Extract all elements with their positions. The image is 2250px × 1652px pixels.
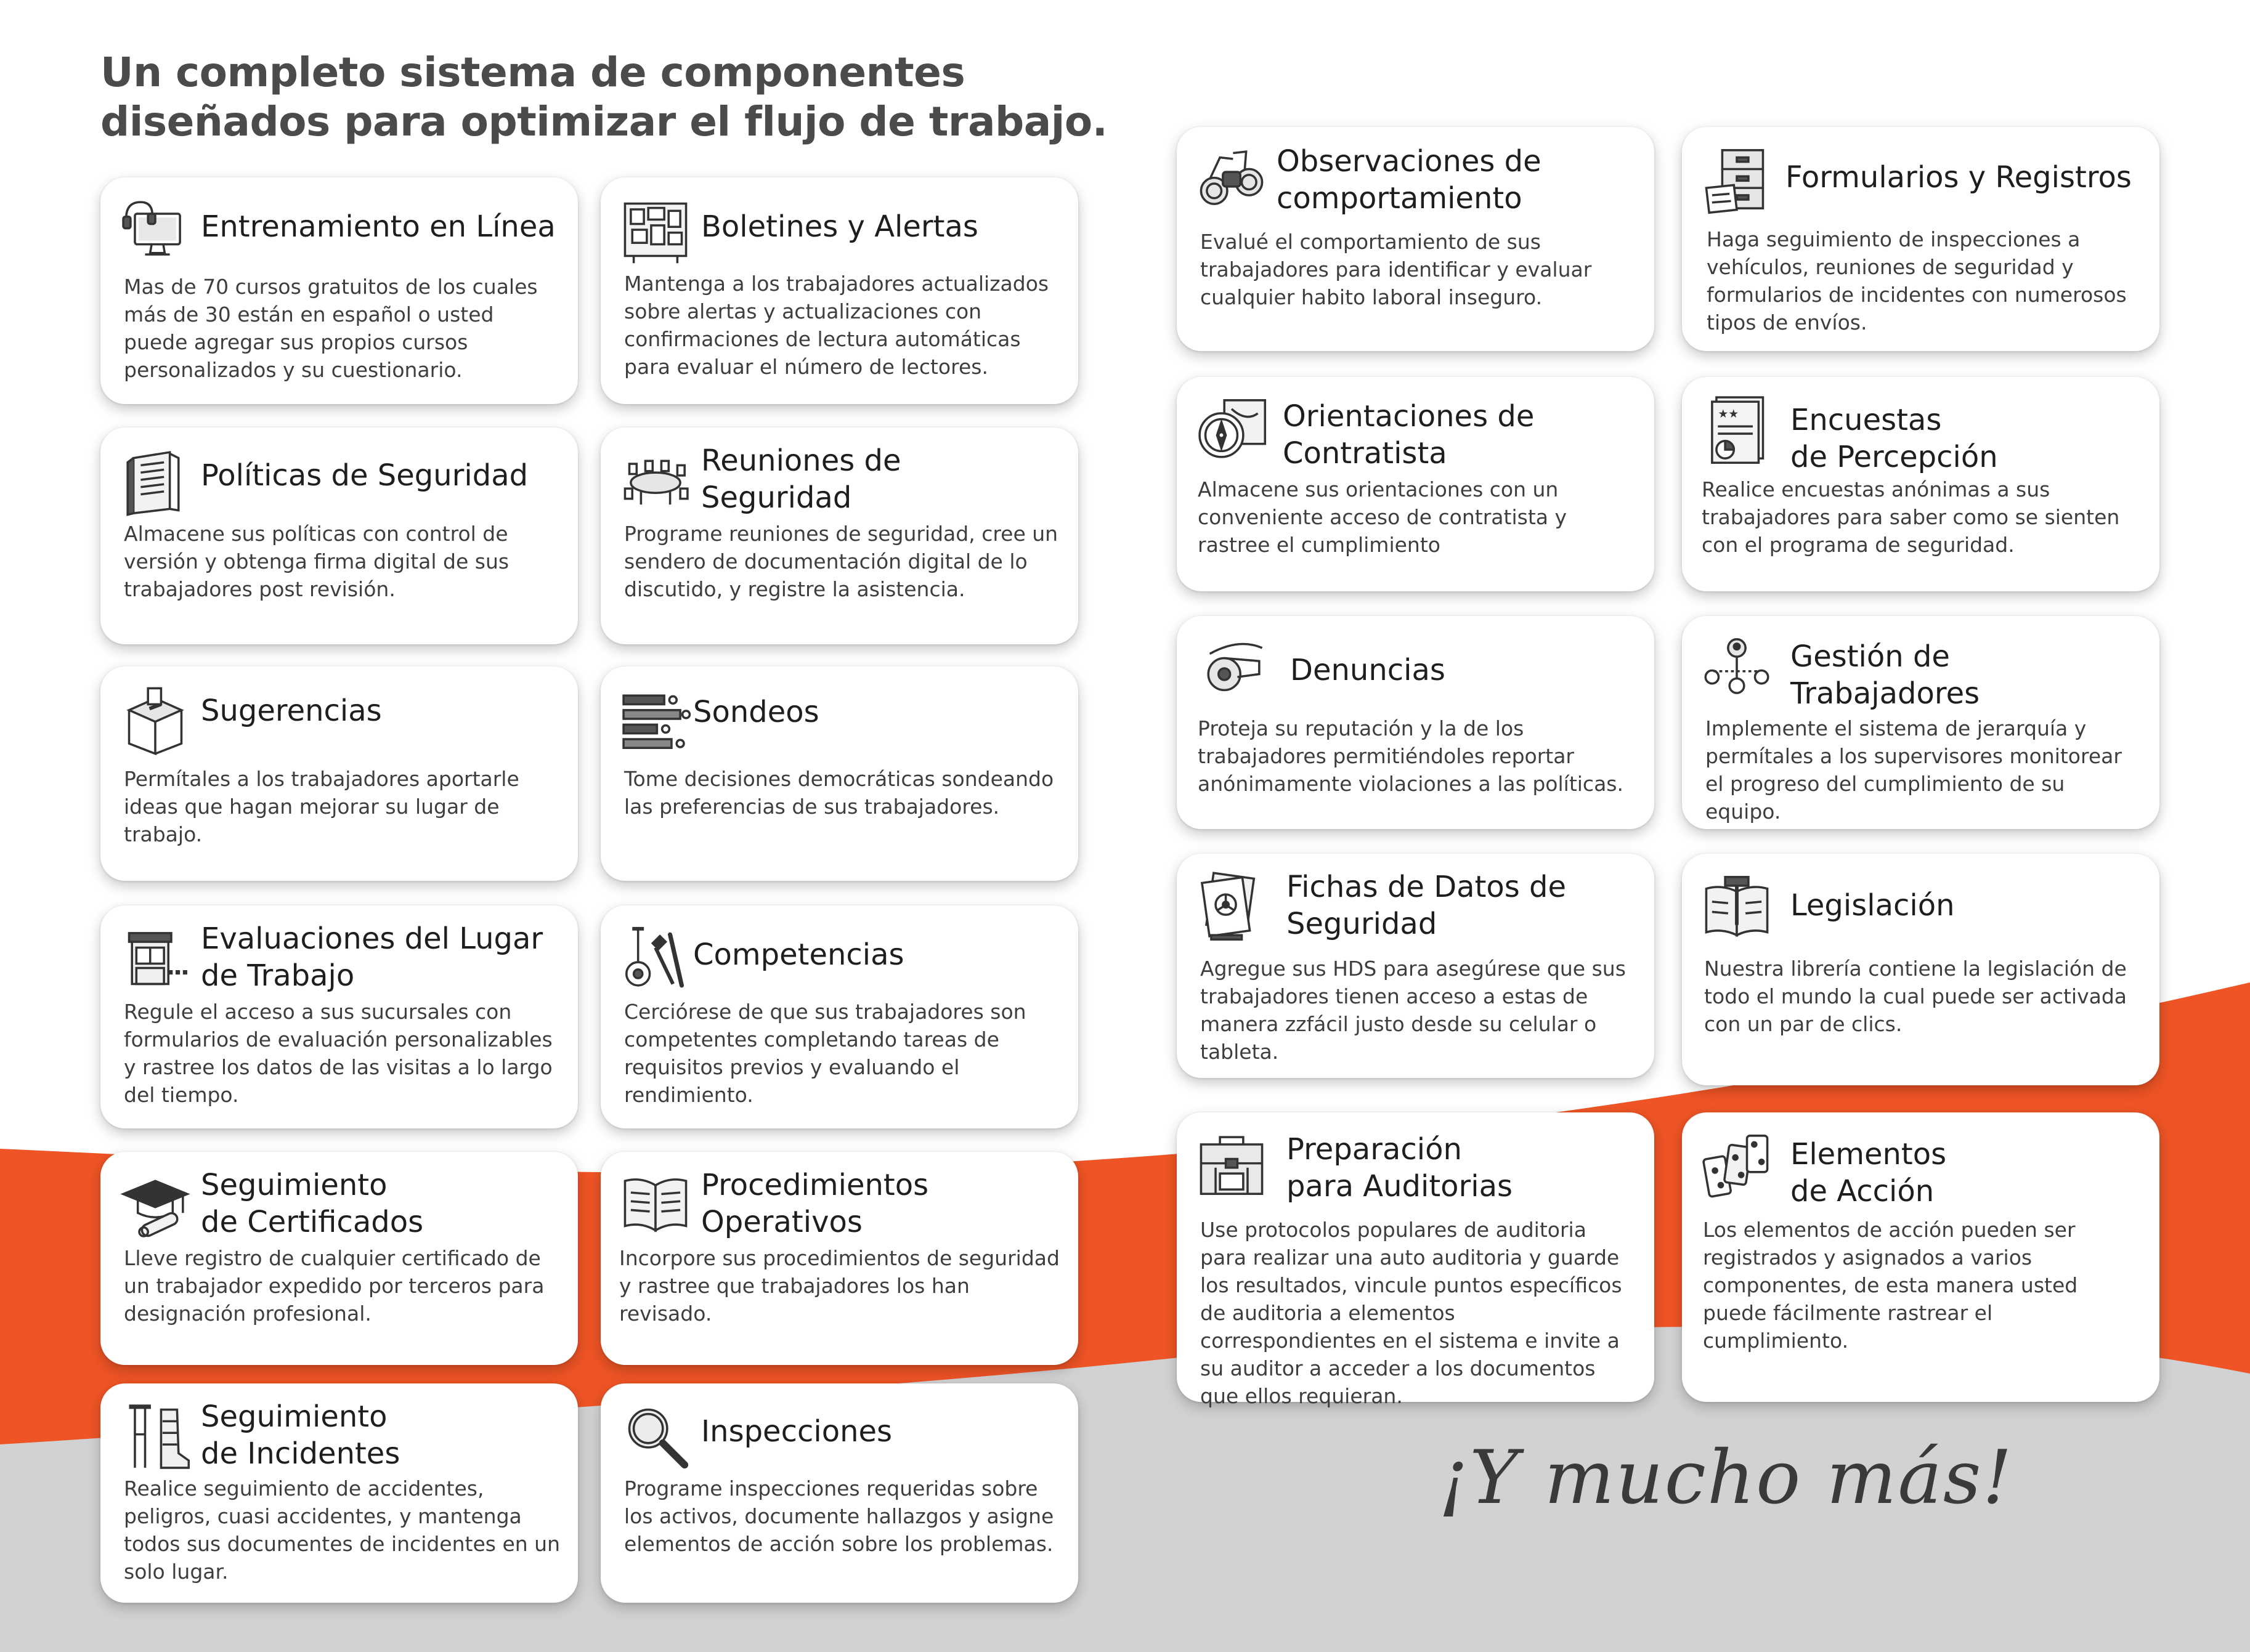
poll-bars-icon	[619, 682, 692, 755]
card-sugerencias[interactable]	[100, 666, 578, 881]
card-fichas[interactable]	[1177, 854, 1654, 1078]
card-title: Fichas de Datos de Seguridad	[1286, 870, 1567, 941]
card-title: Observaciones de comportamiento	[1277, 144, 1541, 216]
booth-icon	[119, 921, 192, 994]
card-title: Competencias	[693, 937, 904, 972]
card-gestion[interactable]	[1682, 616, 2159, 829]
briefcase-icon	[1195, 1128, 1268, 1201]
card-description: Programe reuniones de seguridad, cree un sendero de documentación digital de lo discutido, y registre la asistencia.	[624, 522, 1058, 601]
hazard-sheet-icon	[1195, 870, 1268, 942]
card-title: Políticas de Seguridad	[201, 458, 529, 493]
card-boletines[interactable]	[601, 177, 1078, 404]
card-inspecciones[interactable]	[601, 1383, 1078, 1603]
card-title: Gestión de Trabajadores	[1790, 639, 1980, 711]
card-title: Seguimiento de Incidentes	[201, 1399, 400, 1471]
card-encuestas[interactable]	[1682, 377, 2159, 591]
card-description: Use protocolos populares de auditoria para realizar una auto auditoria y guarde los resultados, vincule puntos específicos de auditoria a elementos correspondientes en el sistema e invite a su auditor a acceder a los documentos que ellos requieran.	[1200, 1218, 1622, 1408]
card-evaluaciones[interactable]	[100, 905, 578, 1128]
card-elementos[interactable]	[1682, 1112, 2159, 1402]
svg-text:★★: ★★	[1718, 407, 1739, 421]
tagline: ¡Y mucho más!	[1439, 1435, 2013, 1521]
headline-line-1: Un completo sistema de componentes	[100, 49, 965, 96]
card-description: Haga seguimiento de inspecciones a vehículos, reuniones de seguridad y formularios de incidentes con numerosos tipos de envíos.	[1707, 227, 2127, 334]
card-procedimientos[interactable]	[601, 1152, 1078, 1365]
open-book-icon	[619, 1168, 692, 1241]
card-title: Procedimientos Operativos	[701, 1168, 929, 1239]
card-title: Evaluaciones del Lugar de Trabajo	[201, 921, 543, 993]
card-title: Denuncias	[1290, 653, 1445, 687]
card-title: Boletines y Alertas	[701, 209, 978, 244]
card-description: Programe inspecciones requeridas sobre los activos, documente hallazgos y asigne elementos de acción sobre los problemas.	[624, 1476, 1054, 1556]
crutch-cast-icon	[119, 1399, 192, 1472]
card-entrenamiento[interactable]	[100, 177, 578, 404]
law-book-icon	[1700, 870, 1773, 942]
suggestion-box-icon	[119, 682, 192, 755]
card-description: Realice encuestas anónimas a sus trabajadores para saber como se sienten con el programa de seguridad.	[1702, 477, 2120, 557]
page-headline	[100, 48, 1148, 147]
card-reuniones[interactable]	[601, 427, 1078, 644]
org-hierarchy-icon	[1700, 632, 1773, 705]
tools-icon	[619, 921, 692, 994]
graduation-cap-icon	[119, 1168, 192, 1241]
card-incidentes[interactable]	[100, 1383, 578, 1603]
card-title: Entrenamiento en Línea	[201, 209, 556, 244]
card-description: Tome decisiones democráticas sondeando las preferencias de sus trabajadores.	[624, 767, 1054, 819]
headline-line-2: diseñados para optimizar el flujo de trabajo.	[100, 98, 1108, 145]
card-description: Cerciórese de que sus trabajadores son competentes completando tareas de requisitos previos y evaluando el rendimiento.	[624, 1000, 1026, 1107]
binoculars-icon	[1195, 143, 1268, 216]
card-observaciones[interactable]	[1177, 127, 1654, 351]
card-politicas[interactable]	[100, 427, 578, 644]
card-certificados[interactable]	[100, 1152, 578, 1365]
card-orientaciones[interactable]	[1177, 377, 1654, 591]
meeting-table-icon	[619, 443, 692, 516]
card-description: Los elementos de acción pueden ser registrados y asignados a varios componentes, de esta manera usted puede fácilmente rastrear el cumplimiento.	[1703, 1218, 2078, 1353]
card-formularios[interactable]	[1682, 127, 2159, 351]
card-description: Nuestra librería contiene la legislación de todo el mundo la cual puede ser activada con un par de clics.	[1704, 957, 2127, 1036]
card-description: Almacene sus orientaciones con un conveniente acceso de contratista y rastree el cumplimiento	[1198, 477, 1567, 557]
card-title: Preparación para Auditorias	[1286, 1132, 1513, 1204]
card-description: Permítales a los trabajadores aportarle ideas que hagan mejorar su lugar de trabajo.	[124, 767, 519, 846]
bulletin-board-icon	[619, 193, 692, 266]
card-description: Lleve registro de cualquier certificado de un trabajador expedido por terceros para designación profesional.	[124, 1246, 545, 1326]
computer-headset-icon	[119, 193, 192, 266]
card-description: Incorpore sus procedimientos de seguridad y rastree que trabajadores los han revisado.	[619, 1246, 1060, 1326]
card-title: Orientaciones de Contratista	[1283, 399, 1535, 471]
card-description: Mas de 70 cursos gratuitos de los cuales más de 30 están en español o usted puede agregar sus propios cursos personalizados y su cuestionario.	[124, 275, 538, 382]
card-description: Evalué el comportamiento de sus trabajadores para identificar y evaluar cualquier habito laboral inseguro.	[1200, 230, 1592, 309]
card-competencias[interactable]	[601, 905, 1078, 1128]
whistle-icon	[1195, 632, 1268, 705]
card-title: Sugerencias	[201, 694, 382, 728]
card-title: Legislación	[1790, 888, 1955, 923]
card-description: Agregue sus HDS para asegúrese que sus trabajadores tienen acceso a estas de manera zzfácil justo desde su celular o tableta.	[1200, 957, 1626, 1064]
magnifier-icon	[619, 1399, 692, 1472]
card-title: Sondeos	[693, 695, 819, 729]
card-description: Almacene sus políticas con control de versión y obtenga firma digital de sus trabajadores post revisión.	[124, 522, 510, 601]
compass-map-icon	[1195, 393, 1268, 466]
card-legislacion[interactable]	[1682, 854, 2159, 1085]
file-cabinet-icon	[1700, 143, 1773, 216]
card-description: Regule el acceso a sus sucursales con formularios de evaluación personalizables y rastree los datos de las visitas a lo largo del tiempo.	[124, 1000, 553, 1107]
card-denuncias[interactable]	[1177, 616, 1654, 829]
card-description: Implemente el sistema de jerarquía y permítales a los supervisores monitorear el progreso del cumplimiento de su equipo.	[1705, 716, 2122, 824]
card-title: Elementos de Acción	[1790, 1137, 1947, 1209]
card-title: Reuniones de Seguridad	[701, 443, 901, 515]
policy-book-icon	[119, 443, 192, 516]
card-title: Inspecciones	[701, 1414, 893, 1449]
survey-document-icon	[1700, 393, 1773, 466]
card-title: Seguimiento de Certificados	[201, 1168, 424, 1239]
card-title: Formularios y Registros	[1785, 160, 2132, 195]
card-auditorias[interactable]	[1177, 1112, 1654, 1408]
dominoes-icon	[1700, 1128, 1773, 1201]
card-description: Mantenga a los trabajadores actualizados sobre alertas y actualizaciones con confirmaciones de lectura automáticas para evaluar el número de lectores.	[624, 272, 1049, 379]
card-description: Realice seguimiento de accidentes, peligros, cuasi accidentes, y mantenga todos sus documentes de incidentes en un solo lugar.	[124, 1476, 560, 1584]
card-title: Encuestas de Percepción	[1790, 403, 1998, 474]
card-description: Proteja su reputación y la de los trabajadores permitiéndoles reportar anónimamente violaciones a las políticas.	[1198, 716, 1623, 796]
card-sondeos[interactable]	[601, 666, 1078, 881]
